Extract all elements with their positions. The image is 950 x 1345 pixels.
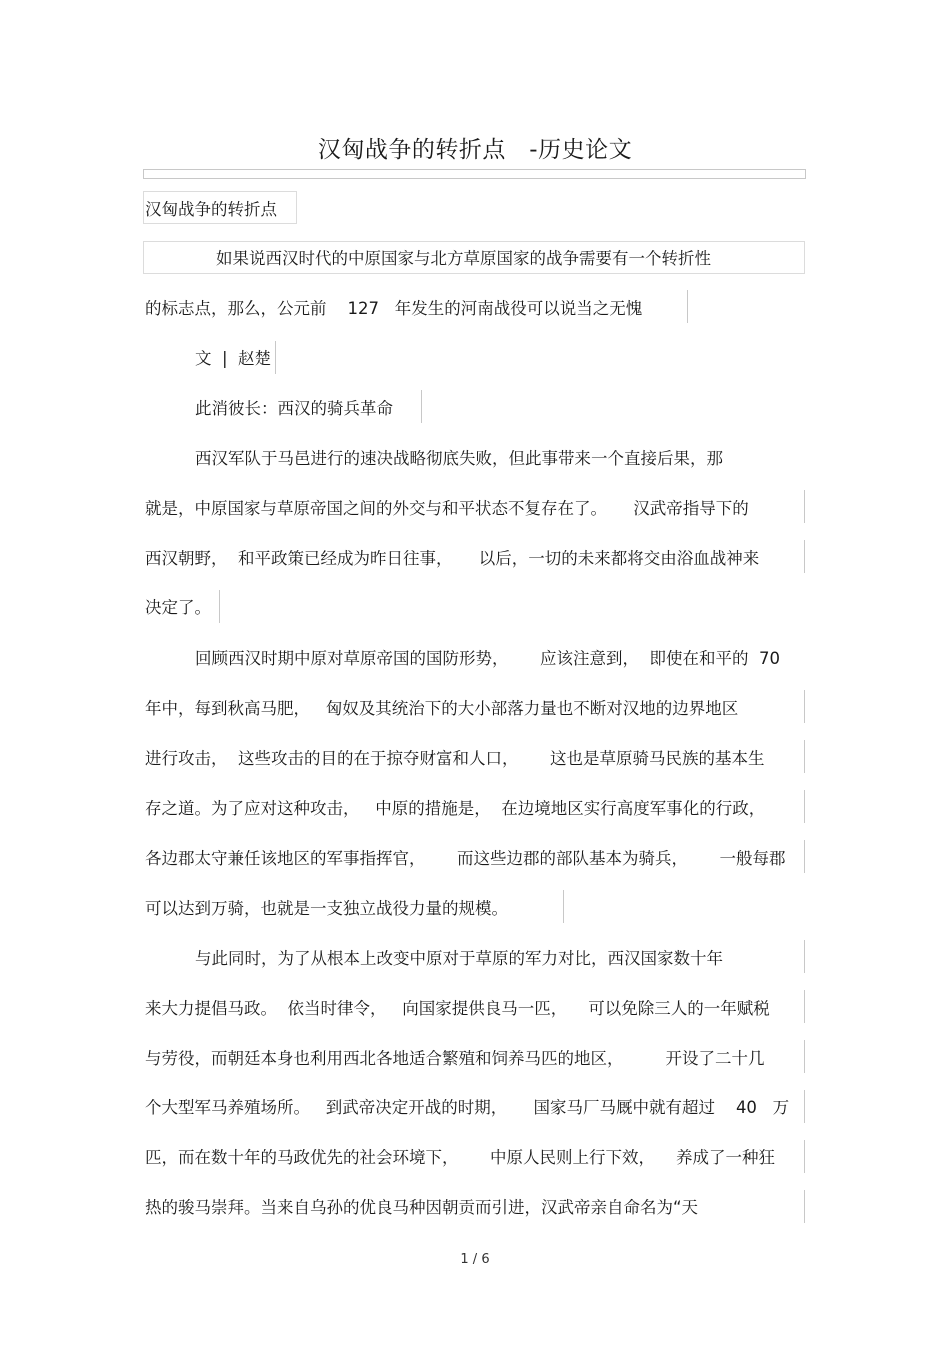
paragraph-line: 进行攻击， 这些攻击的目的在于掠夺财富和人口， 这也是草原骑马民族的基本生 [145,749,765,768]
line-marker [219,590,220,623]
paragraph-line: 回顾西汉时期中原对草原帝国的国防形势， 应该注意到， 即使在和平的 70 [195,649,780,668]
lead-line: 如果说西汉时代的中原国家与北方草原国家的战争需要有一个转折性 [216,249,711,268]
paragraph-line: 决定了。 [145,598,211,617]
document-title: 汉匈战争的转折点 -历史论文 [317,137,633,163]
line-marker [804,1040,805,1073]
line-marker [804,690,805,723]
paragraph-line: 来大力提倡马政。 依当时律令， 向国家提供良马一匹， 可以免除三人的一年赋税 [145,999,770,1018]
line-marker [804,790,805,823]
paragraph-line: 就是，中原国家与草原帝国之间的外交与和平状态不复存在了。 汉武帝指导下的 [145,499,749,518]
paragraph-line: 年中，每到秋高马肥， 匈奴及其统治下的大小部落力量也不断对汉地的边界地区 [145,699,739,718]
line-marker [804,1190,805,1223]
line-marker [804,840,805,873]
line-marker [804,990,805,1023]
paragraph-line: 可以达到万骑，也就是一支独立战役力量的规模。 [145,899,508,918]
paragraph-line: 西汉军队于马邑进行的速决战略彻底失败，但此事带来一个直接后果，那 [195,449,723,468]
paragraph-line: 西汉朝野， 和平政策已经成为昨日往事， 以后，一切的未来都将交由浴血战神来 [145,549,760,568]
line-marker [804,1140,805,1173]
section-heading: 此消彼长：西汉的骑兵革命 [195,399,393,418]
line-marker [804,940,805,973]
paragraph-line: 存之道。为了应对这种攻击， 中原的措施是， 在边境地区实行高度军事化的行政， [145,799,766,818]
byline: 文 | 赵楚 [195,349,272,368]
line-marker [804,490,805,523]
line-marker [804,1090,805,1123]
paragraph-line: 匹，而在数十年的马政优先的社会环境下， 中原人民则上行下效， 养成了一种狂 [145,1148,775,1167]
line-marker [804,540,805,573]
line-marker [563,890,564,923]
lead-line: 的标志点，那么，公元前 127 年发生的河南战役可以说当之无愧 [145,299,643,318]
line-marker [275,341,276,374]
page-number: 1 / 6 [460,1252,490,1267]
title-divider [143,169,806,179]
line-marker [687,290,688,323]
paragraph-line: 与劳役，而朝廷本身也利用西北各地适合繁殖和饲养马匹的地区， 开设了二十几 [145,1049,765,1068]
line-marker [804,740,805,773]
line-marker [421,390,422,423]
paragraph-line: 热的骏马崇拜。当来自乌孙的优良马种因朝贡而引进，汉武帝亲自命名为“天 [145,1198,699,1217]
paragraph-line: 各边郡太守兼任该地区的军事指挥官， 而这些边郡的部队基本为骑兵， 一般每郡 [145,849,786,868]
paragraph-line: 个大型军马养殖场所。 到武帝决定开战的时期， 国家马厂马厩中就有超过 40 万 [145,1098,790,1117]
subtitle: 汉匈战争的转折点 [145,200,277,219]
paragraph-line: 与此同时，为了从根本上改变中原对于草原的军力对比，西汉国家数十年 [195,949,723,968]
